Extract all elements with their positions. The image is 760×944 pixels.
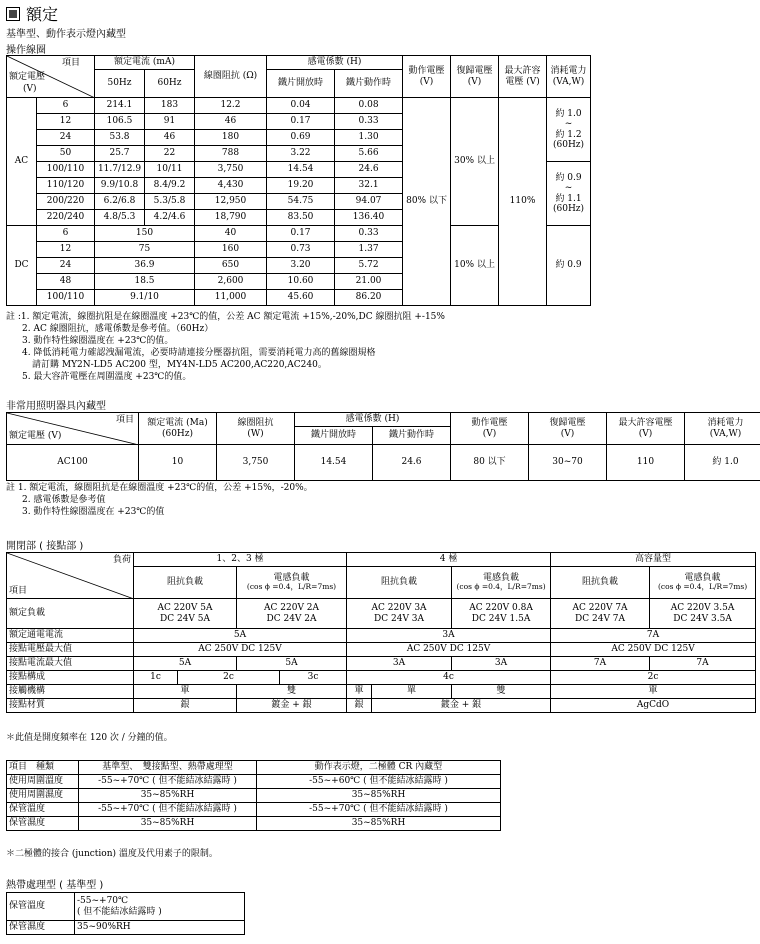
dropout-ac-value: 30% 以上 <box>451 98 499 226</box>
coil-cell: 150 <box>95 226 195 242</box>
lamp-dropout-header: 復歸電壓 (V) <box>529 413 607 445</box>
maxv-value: 110% <box>499 98 547 306</box>
coil-cell: 46 <box>145 130 195 146</box>
contact-cell: 7A <box>551 657 650 671</box>
lamp-cell: 約 1.0 <box>685 445 760 481</box>
rated-voltage-label: 額定電壓 <box>9 72 46 82</box>
ac-label: AC <box>7 98 37 226</box>
lamp-cell: 30~70 <box>529 445 607 481</box>
coil-cell: 36.9 <box>95 258 195 274</box>
table-row <box>7 685 756 699</box>
coil-cell: 0.33 <box>335 114 403 130</box>
coil-cell: 6 <box>37 98 95 114</box>
lamp-note: 2. 感電係數是參考值 <box>22 495 106 505</box>
contact-cell: AC 220V 3.5A DC 24V 3.5A <box>650 599 756 629</box>
env-cell: -55~+70℃ ( 但不能結冰結露時 ) <box>79 775 257 789</box>
tropical-table <box>6 892 245 935</box>
lamp-cell: 24.6 <box>373 445 451 481</box>
env-cell: 35~85%RH <box>79 789 257 803</box>
coil-note: 3. 動作特性線圈溫度在 +23℃的值。 <box>22 336 174 346</box>
coil-cell: 9.9/10.8 <box>95 178 145 194</box>
contact-cell: 單 <box>134 685 237 699</box>
contact-cell: 5A <box>237 657 347 671</box>
contact-cell: 單 <box>372 685 452 699</box>
lamp-cell: 14.54 <box>295 445 373 481</box>
item-label: 項目 <box>115 415 134 425</box>
env-table <box>6 760 501 831</box>
coil-cell: 100/110 <box>37 162 95 178</box>
lamp-notes <box>6 482 746 518</box>
coil-note: 4. 降低消耗電力確認洩漏電流，必要時請連接分壓器抗阻，需要消耗電力高的舊線圈規格 <box>22 348 376 358</box>
coil-cell: 0.17 <box>267 226 335 242</box>
coil-cell: 40 <box>195 226 267 242</box>
table-row <box>7 699 756 713</box>
row-label: 接觸機構 <box>7 685 134 699</box>
contact-cell: 2c <box>178 671 280 685</box>
coil-cell: 106.5 <box>95 114 145 130</box>
coil-cell: 788 <box>195 146 267 162</box>
lamp-note: 註 1. 額定電流，線圈阻抗是在線圈溫度 +23℃的值，公差 +15%，-20%。 <box>6 483 313 493</box>
table-row <box>7 643 756 657</box>
contact-cell: 3A <box>347 629 551 643</box>
env-label: 使用周圍濕度 <box>7 789 79 803</box>
env-label: 保管溫度 <box>7 803 79 817</box>
env-header-cell: 項目 種類 <box>7 761 79 775</box>
coil-cell: 0.69 <box>267 130 335 146</box>
coil-cell: 0.73 <box>267 242 335 258</box>
power-header: 消耗電力 (VA,W) <box>547 56 591 98</box>
table-row <box>7 98 591 114</box>
contact-cell: 5A <box>134 629 347 643</box>
contact-cell: 7A <box>551 629 756 643</box>
coil-cell: 18.5 <box>95 274 195 290</box>
coil-notes <box>6 311 746 383</box>
max-voltage-header: 最大許容 電壓 (V) <box>499 56 547 98</box>
coil-note: 註 :1. 額定電流，線圈抗阻是在線圈溫度 +23℃的值，公差 AC 額定電流 +15%,-20%,DC 線圈抗阻 +-15% <box>6 312 445 322</box>
coil-cell: 214.1 <box>95 98 145 114</box>
coil-cell: 94.07 <box>335 194 403 210</box>
rated-current-header: 額定電流 (mA) <box>95 56 195 70</box>
contact-cell: 1c <box>134 671 178 685</box>
coil-cell: 21.00 <box>335 274 403 290</box>
lamp-corner-cell <box>7 413 139 445</box>
coil-cell: 180 <box>195 130 267 146</box>
lamp-cell: 3,750 <box>217 445 295 481</box>
coil-cell: 91 <box>145 114 195 130</box>
coil-cell: 5.72 <box>335 258 403 274</box>
subtitle: 基準型、動作表示燈內藏型 <box>6 29 126 40</box>
contact-cell: 2c <box>551 671 756 685</box>
contact-corner-cell <box>7 553 134 599</box>
coil-cell: 12.2 <box>195 98 267 114</box>
coil-cell: 1.30 <box>335 130 403 146</box>
coil-cell: 12 <box>37 242 95 258</box>
dropout-header: 復歸電壓 (V) <box>451 56 499 98</box>
contact-cell: 雙 <box>452 685 551 699</box>
coil-cell: 3,750 <box>195 162 267 178</box>
lamp-heading: 非常用照明器具內藏型 <box>6 401 106 412</box>
coil-cell: 6.2/6.8 <box>95 194 145 210</box>
env-cell: -55~+70℃ ( 但不能結冰結露時 ) <box>79 803 257 817</box>
coil-cell: 0.33 <box>335 226 403 242</box>
coil-note: 請訂購 MY2N-LD5 AC200 型，MY4N-LD5 AC200,AC220,AC240。 <box>32 360 327 370</box>
coil-cell: 22 <box>145 146 195 162</box>
contact-cell: 鍍金 + 銀 <box>372 699 551 713</box>
coil-cell: 4.2/4.6 <box>145 210 195 226</box>
load-label: 負荷 <box>112 555 131 565</box>
contact-cell: AC 220V 3A DC 24V 3A <box>347 599 452 629</box>
inductance-header: 感電係數 (H) <box>267 56 403 70</box>
contact-cell: 單 <box>347 685 372 699</box>
coil-cell: 0.17 <box>267 114 335 130</box>
contact-cell: 銀 <box>347 699 372 713</box>
coil-cell: 18,790 <box>195 210 267 226</box>
resist-load-header: 阻抗負載 <box>551 567 650 599</box>
contact-cell: 7A <box>650 657 756 671</box>
env-note: ＊二極體的接合 (junction) 溫度及代用素子的限制。 <box>6 849 218 859</box>
contact-cell: 銀 <box>134 699 237 713</box>
contact-cell: AC 220V 2A DC 24V 2A <box>237 599 347 629</box>
induct-load-header: 電感負載 (cos ϕ =0.4，L/R=7ms) <box>650 567 756 599</box>
coil-note: 2. AC 線圈阻抗，感電係數是參考值。（60Hz） <box>22 324 214 334</box>
open-header: 鐵片開放時 <box>267 70 335 98</box>
row-label: 接點材質 <box>7 699 134 713</box>
contact-cell: 4c <box>347 671 551 685</box>
coil-cell: 24 <box>37 258 95 274</box>
coil-cell: 11.7/12.9 <box>95 162 145 178</box>
hz60-header: 60Hz <box>145 70 195 98</box>
env-cell: -55~+60℃ ( 但不能結冰結露時 ) <box>257 775 501 789</box>
power-ac-value: 約 1.0 ~ 約 1.2 (60Hz) <box>547 98 591 162</box>
coil-cell: 48 <box>37 274 95 290</box>
coil-cell: 10.60 <box>267 274 335 290</box>
lamp-pickup-header: 動作電壓 (V) <box>451 413 529 445</box>
contact-cell: 3c <box>280 671 347 685</box>
page-title <box>6 2 58 25</box>
contact-cell: 3A <box>452 657 551 671</box>
coil-cell: 12 <box>37 114 95 130</box>
tropical-cell: 35~90%RH <box>75 921 245 935</box>
lamp-current-header: 額定電流 (Ma) (60Hz) <box>139 413 217 445</box>
table-row <box>7 817 501 831</box>
coil-table <box>6 55 591 306</box>
table-row <box>7 921 245 935</box>
contact-cell: AC 220V 7A DC 24V 7A <box>551 599 650 629</box>
group-header: 1、2、3 極 <box>134 553 347 567</box>
contact-cell: 鍍金 + 銀 <box>237 699 347 713</box>
lamp-table <box>6 412 760 481</box>
env-header-cell: 基準型、 雙接點型、熱帶處理型 <box>79 761 257 775</box>
coil-cell: 200/220 <box>37 194 95 210</box>
row-label: 接點構成 <box>7 671 134 685</box>
table-row <box>7 803 501 817</box>
table-row <box>7 893 245 921</box>
contact-cell: AC 220V 5A DC 24V 5A <box>134 599 237 629</box>
row-label: 額定負載 <box>7 599 134 629</box>
power-dc-value: 約 0.9 <box>547 226 591 306</box>
env-label: 使用周圍溫度 <box>7 775 79 789</box>
dc-label: DC <box>7 226 37 306</box>
coil-cell: 110/120 <box>37 178 95 194</box>
lamp-op-header: 鐵片動作時 <box>373 427 451 445</box>
table-row <box>7 445 760 481</box>
coil-cell: 11,000 <box>195 290 267 306</box>
coil-cell: 14.54 <box>267 162 335 178</box>
lamp-cell: 80 以下 <box>451 445 529 481</box>
contact-cell: AC 250V DC 125V <box>134 643 347 657</box>
power-ac-value: 約 0.9 ~ 約 1.1 (60Hz) <box>547 162 591 226</box>
rated-voltage-unit: (V) <box>23 84 37 94</box>
coil-cell: 83.50 <box>267 210 335 226</box>
induct-load-header: 電感負載 (cos ϕ =0.4，L/R=7ms) <box>452 567 551 599</box>
lamp-power-header: 消耗電力 (VA,W) <box>685 413 760 445</box>
tropical-label: 保管溫度 <box>7 893 75 921</box>
page-title-text: 額定 <box>26 5 59 24</box>
contact-table <box>6 552 756 713</box>
contact-cell: AC 220V 0.8A DC 24V 1.5A <box>452 599 551 629</box>
contact-cell: 單 <box>551 685 756 699</box>
env-cell: -55~+70℃ ( 但不能結冰結露時 ) <box>257 803 501 817</box>
row-label: 額定通電電流 <box>7 629 134 643</box>
coil-cell: 136.40 <box>335 210 403 226</box>
rated-voltage-label: 額定電壓 (V) <box>9 431 62 441</box>
tropical-heading: 熱帶處理型 ( 基準型 ) <box>6 880 104 891</box>
contact-note: ＊此值是開度頻率在 120 次 / 分鐘的值。 <box>6 733 173 743</box>
table-row <box>7 775 501 789</box>
coil-cell: 3.22 <box>267 146 335 162</box>
induct-load-header: 電感負載 (cos ϕ =0.4，L/R=7ms) <box>237 567 347 599</box>
coil-cell: 86.20 <box>335 290 403 306</box>
tropical-cell: -55~+70℃ ( 但不能結冰結露時 ) <box>75 893 245 921</box>
coil-cell: 2,600 <box>195 274 267 290</box>
group-header: 4 極 <box>347 553 551 567</box>
resist-load-header: 阻抗負載 <box>347 567 452 599</box>
pickup-value: 80% 以下 <box>403 98 451 306</box>
env-header-cell: 動作表示燈，二極體 CR 內藏型 <box>257 761 501 775</box>
table-row <box>7 657 756 671</box>
table-row <box>7 629 756 643</box>
lamp-note: 3. 動作特性線圈溫度在 +23℃的值 <box>22 507 165 517</box>
resist-load-header: 阻抗負載 <box>134 567 237 599</box>
coil-note: 5. 最大容許電壓在周圍溫度 +23℃的值。 <box>22 372 192 382</box>
hz50-header: 50Hz <box>95 70 145 98</box>
table-row <box>7 599 756 629</box>
env-label: 保管濕度 <box>7 817 79 831</box>
coil-cell: 4,430 <box>195 178 267 194</box>
contact-cell: AgCdO <box>551 699 756 713</box>
contact-cell: 5A <box>134 657 237 671</box>
lamp-resistance-header: 線圈阻抗 (W) <box>217 413 295 445</box>
env-cell: 35~85%RH <box>257 789 501 803</box>
coil-cell: 650 <box>195 258 267 274</box>
contact-cell: 雙 <box>237 685 347 699</box>
row-label: 接點電壓最大值 <box>7 643 134 657</box>
lamp-cell: AC100 <box>7 445 139 481</box>
coil-cell: 10/11 <box>145 162 195 178</box>
coil-cell: 25.7 <box>95 146 145 162</box>
coil-cell: 6 <box>37 226 95 242</box>
coil-cell: 100/110 <box>37 290 95 306</box>
coil-cell: 0.04 <box>267 98 335 114</box>
coil-cell: 1.37 <box>335 242 403 258</box>
lamp-inductance-header: 感電係數 (H) <box>295 413 451 427</box>
square-bullet-icon <box>6 7 20 21</box>
coil-cell: 32.1 <box>335 178 403 194</box>
item-label: 項目 <box>9 586 28 596</box>
coil-cell: 0.08 <box>335 98 403 114</box>
coil-cell: 46 <box>195 114 267 130</box>
contact-cell: AC 250V DC 125V <box>347 643 551 657</box>
coil-cell: 5.66 <box>335 146 403 162</box>
coil-cell: 8.4/9.2 <box>145 178 195 194</box>
table-row <box>7 671 756 685</box>
coil-cell: 3.20 <box>267 258 335 274</box>
lamp-cell: 110 <box>607 445 685 481</box>
coil-cell: 45.60 <box>267 290 335 306</box>
coil-cell: 50 <box>37 146 95 162</box>
contact-cell: 3A <box>347 657 452 671</box>
lamp-cell: 10 <box>139 445 217 481</box>
coil-cell: 24 <box>37 130 95 146</box>
table-row <box>7 789 501 803</box>
coil-cell: 183 <box>145 98 195 114</box>
contact-cell: AC 250V DC 125V <box>551 643 756 657</box>
env-cell: 35~85%RH <box>79 817 257 831</box>
coil-cell: 19.20 <box>267 178 335 194</box>
coil-cell: 12,950 <box>195 194 267 210</box>
tropical-label: 保管濕度 <box>7 921 75 935</box>
coil-cell: 220/240 <box>37 210 95 226</box>
op-header: 鐵片動作時 <box>335 70 403 98</box>
coil-cell: 75 <box>95 242 195 258</box>
dropout-dc-value: 10% 以上 <box>451 226 499 306</box>
lamp-open-header: 鐵片開放時 <box>295 427 373 445</box>
coil-heading: 操作線圈 <box>6 45 46 56</box>
coil-cell: 9.1/10 <box>95 290 195 306</box>
coil-resistance-header: 線圈阻抗 (Ω) <box>195 56 267 98</box>
coil-cell: 53.8 <box>95 130 145 146</box>
coil-corner-cell <box>7 56 95 98</box>
coil-cell: 4.8/5.3 <box>95 210 145 226</box>
item-label: 項目 <box>61 58 80 68</box>
lamp-maxv-header: 最大許容電壓 (V) <box>607 413 685 445</box>
env-cell: 35~85%RH <box>257 817 501 831</box>
row-label: 接點電流最大值 <box>7 657 134 671</box>
coil-cell: 5.3/5.8 <box>145 194 195 210</box>
contact-heading: 開閉部 ( 接點部 ) <box>6 541 84 552</box>
coil-cell: 24.6 <box>335 162 403 178</box>
coil-cell: 160 <box>195 242 267 258</box>
group-header: 高容量型 <box>551 553 756 567</box>
coil-cell: 54.75 <box>267 194 335 210</box>
pickup-header: 動作電壓 (V) <box>403 56 451 98</box>
